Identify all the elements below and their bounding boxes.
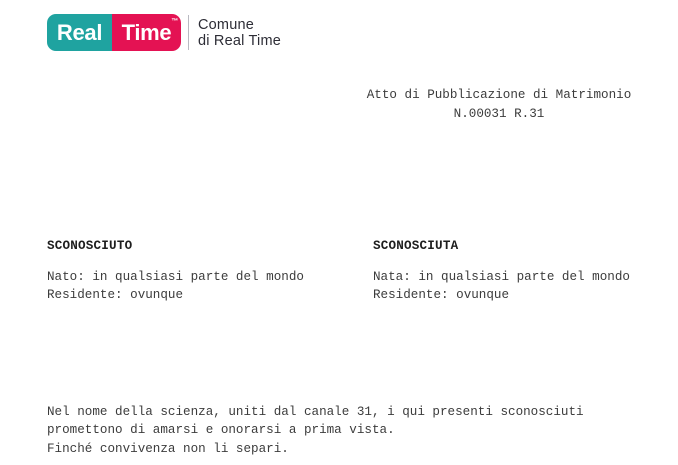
groom-name: SCONOSCIUTO	[47, 239, 133, 253]
bride-residence-info: Residente: ovunque	[373, 288, 510, 302]
document-number: N.00031 R.31	[453, 107, 545, 121]
document-title-block	[365, 86, 633, 124]
logo-real-segment	[47, 14, 112, 51]
vow-text	[47, 403, 584, 458]
bride-birth-info: Nata: in qualsiasi parte del mondo	[373, 269, 630, 284]
groom-birth-info: Nato: in qualsiasi parte del mondo	[47, 269, 304, 284]
authority-name	[198, 17, 281, 49]
authority-line1: Comune	[198, 16, 255, 33]
logo-time-segment	[112, 14, 181, 51]
groom-residence-info: Residente: ovunque	[47, 288, 184, 302]
logo-real-text: Real	[56, 19, 103, 45]
vow-line1: Nel nome della scienza, uniti dal canale 31, i qui presenti sconosciuti	[47, 405, 584, 419]
trademark-symbol: ™	[171, 18, 178, 25]
bride-name: SCONOSCIUTA	[373, 239, 459, 253]
logo-time-text: Time	[121, 19, 172, 45]
realtime-logo	[47, 14, 181, 51]
bride-details	[373, 268, 630, 305]
spouse-groom-section	[47, 237, 304, 305]
document-title: Atto di Pubblicazione di Matrimonio	[366, 88, 632, 102]
vow-line3: Finché convivenza non li separi.	[47, 441, 289, 456]
vow-line2: promettono di amarsi e onorarsi a prima vista.	[47, 423, 395, 438]
authority-line2: di Real Time	[198, 32, 281, 49]
logo-divider	[188, 15, 189, 50]
header-brand	[47, 14, 281, 51]
groom-details	[47, 268, 304, 305]
spouse-bride-section	[373, 237, 630, 305]
